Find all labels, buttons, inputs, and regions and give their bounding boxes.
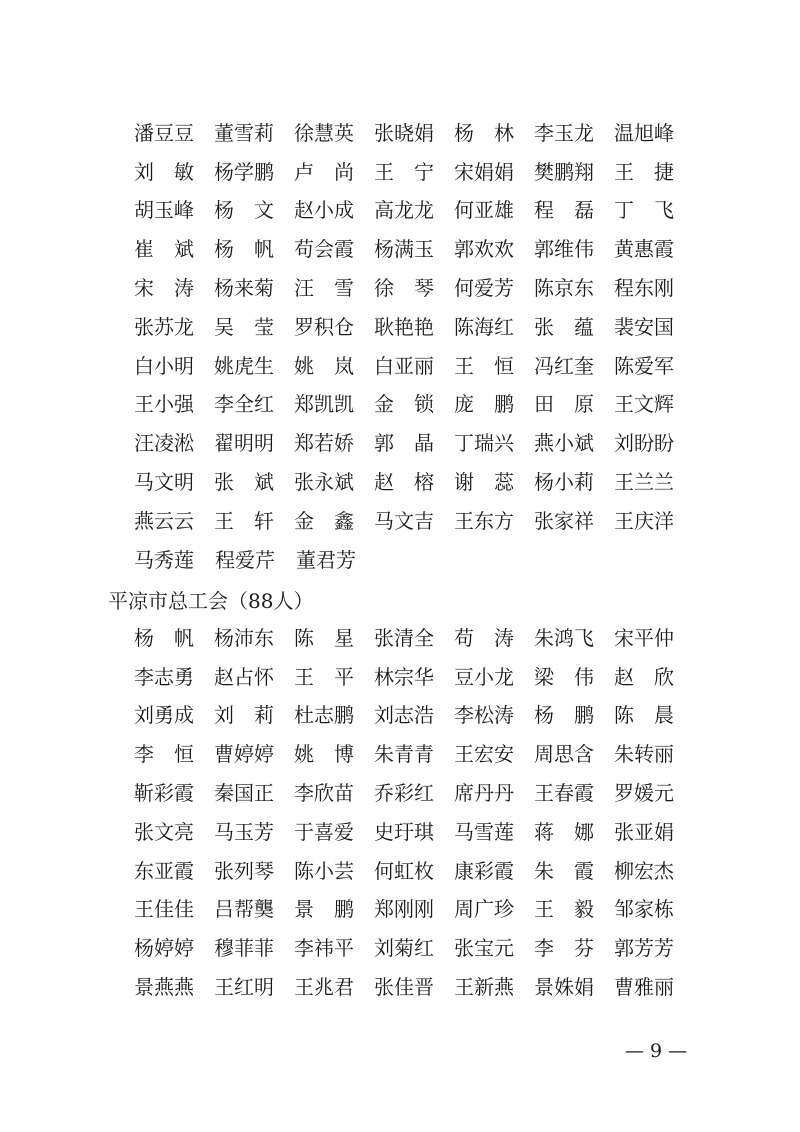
person-name: 刘 莉 xyxy=(214,703,274,728)
person-name: 董君芳 xyxy=(296,547,356,572)
person-name: 张 斌 xyxy=(214,470,274,495)
person-name: 王 宁 xyxy=(374,159,434,184)
name-row xyxy=(134,112,694,151)
person-name: 陈小芸 xyxy=(294,858,354,883)
person-name: 李 芬 xyxy=(534,936,594,961)
person-name: 苟 涛 xyxy=(454,625,514,650)
person-name: 杨 林 xyxy=(454,120,514,145)
person-name: 陈 晨 xyxy=(614,703,674,728)
person-name: 徐 琴 xyxy=(374,276,434,301)
name-row xyxy=(134,345,694,384)
person-name: 张 蕴 xyxy=(534,314,594,339)
person-name: 马雪莲 xyxy=(454,819,514,844)
person-name: 张文亮 xyxy=(134,819,194,844)
name-list-section-2 xyxy=(134,617,694,1005)
person-name: 王 捷 xyxy=(614,159,674,184)
person-name: 张亚娟 xyxy=(614,819,674,844)
person-name: 燕云云 xyxy=(134,508,194,533)
person-name: 景 鹏 xyxy=(294,897,354,922)
person-name: 林宗华 xyxy=(374,664,434,689)
person-name: 崔 斌 xyxy=(134,237,194,262)
person-name: 康彩霞 xyxy=(454,858,514,883)
person-name: 宋 涛 xyxy=(134,276,194,301)
person-name: 赵 榕 xyxy=(374,470,434,495)
person-name: 张列琴 xyxy=(214,858,274,883)
name-row xyxy=(134,539,694,578)
person-name: 杨 文 xyxy=(214,198,274,223)
name-row xyxy=(134,422,694,461)
person-name: 王文辉 xyxy=(614,392,674,417)
person-name: 李玉龙 xyxy=(534,120,594,145)
name-row xyxy=(134,306,694,345)
person-name: 朱转丽 xyxy=(614,742,674,767)
person-name: 何虹枚 xyxy=(374,858,434,883)
person-name: 王兆君 xyxy=(294,975,354,1000)
person-name: 程爱芹 xyxy=(215,547,275,572)
person-name: 姚 博 xyxy=(294,742,354,767)
person-name: 席丹丹 xyxy=(454,781,514,806)
person-name: 王东方 xyxy=(454,508,514,533)
name-row xyxy=(134,384,694,423)
person-name: 郑刚刚 xyxy=(374,897,434,922)
person-name: 李全红 xyxy=(214,392,274,417)
person-name: 潘豆豆 xyxy=(134,120,194,145)
person-name: 耿艳艳 xyxy=(374,314,434,339)
person-name: 王佳佳 xyxy=(134,897,194,922)
person-name: 豆小龙 xyxy=(454,664,514,689)
person-name: 杨沛东 xyxy=(214,625,274,650)
person-name: 姚虎生 xyxy=(214,353,274,378)
person-name: 罗积仓 xyxy=(294,314,354,339)
person-name: 张永斌 xyxy=(294,470,354,495)
person-name: 陈 星 xyxy=(294,625,354,650)
person-name: 马文吉 xyxy=(374,508,434,533)
name-row xyxy=(134,966,694,1005)
person-name: 宋平仲 xyxy=(614,625,674,650)
person-name: 乔彩红 xyxy=(374,781,434,806)
person-name: 曹雅丽 xyxy=(614,975,674,1000)
name-row xyxy=(134,656,694,695)
person-name: 王小强 xyxy=(134,392,194,417)
person-name: 宋娟娟 xyxy=(454,159,514,184)
person-name: 东亚霞 xyxy=(134,858,194,883)
person-name: 金 锁 xyxy=(374,392,434,417)
person-name: 朱 霞 xyxy=(534,858,594,883)
person-name: 杜志鹏 xyxy=(294,703,354,728)
person-name: 陈京东 xyxy=(534,276,594,301)
person-name: 杨 鹏 xyxy=(534,703,594,728)
person-name: 汪 雪 xyxy=(294,276,354,301)
person-name: 郭维伟 xyxy=(534,237,594,262)
person-name: 丁瑞兴 xyxy=(454,431,514,456)
person-name: 白亚丽 xyxy=(374,353,434,378)
person-name: 王庆洋 xyxy=(614,508,674,533)
person-name: 王 轩 xyxy=(214,508,274,533)
person-name: 卢 尚 xyxy=(294,159,354,184)
person-name: 梁 伟 xyxy=(534,664,594,689)
person-name: 柳宏杰 xyxy=(614,858,674,883)
person-name: 王 毅 xyxy=(534,897,594,922)
person-name: 苟会霞 xyxy=(294,237,354,262)
person-name: 郑凯凯 xyxy=(294,392,354,417)
name-list-section-1 xyxy=(134,112,694,578)
person-name: 姚 岚 xyxy=(294,353,354,378)
person-name: 燕小斌 xyxy=(534,431,594,456)
person-name: 马文明 xyxy=(134,470,194,495)
person-name: 庞 鹏 xyxy=(454,392,514,417)
person-name: 朱青青 xyxy=(374,742,434,767)
person-name: 白小明 xyxy=(134,353,194,378)
name-row xyxy=(134,461,694,500)
person-name: 张家祥 xyxy=(534,508,594,533)
person-name: 穆菲菲 xyxy=(214,936,274,961)
person-name: 王 恒 xyxy=(454,353,514,378)
person-name: 樊鹏翔 xyxy=(534,159,594,184)
person-name: 吕帮龑 xyxy=(214,897,274,922)
person-name: 李松涛 xyxy=(454,703,514,728)
name-row xyxy=(134,889,694,928)
person-name: 程 磊 xyxy=(534,198,594,223)
person-name: 杨婷婷 xyxy=(134,936,194,961)
person-name: 周广珍 xyxy=(454,897,514,922)
person-name: 程东刚 xyxy=(614,276,674,301)
person-name: 靳彩霞 xyxy=(134,781,194,806)
person-name: 曹婷婷 xyxy=(214,742,274,767)
person-name: 王 平 xyxy=(294,664,354,689)
name-row xyxy=(134,617,694,656)
person-name: 王红明 xyxy=(214,975,274,1000)
person-name: 金 鑫 xyxy=(294,508,354,533)
person-name: 李祎平 xyxy=(294,936,354,961)
name-row xyxy=(134,190,694,229)
person-name: 王兰兰 xyxy=(614,470,674,495)
person-name: 谢 蕊 xyxy=(454,470,514,495)
person-name: 张宝元 xyxy=(454,936,514,961)
person-name: 刘志浩 xyxy=(374,703,434,728)
person-name: 张苏龙 xyxy=(134,314,194,339)
person-name: 赵占怀 xyxy=(214,664,274,689)
person-name: 史玗琪 xyxy=(374,819,434,844)
name-row xyxy=(134,927,694,966)
person-name: 罗媛元 xyxy=(614,781,674,806)
person-name: 张晓娟 xyxy=(374,120,434,145)
person-name: 吴 莹 xyxy=(214,314,274,339)
person-name: 马秀莲 xyxy=(134,547,194,572)
person-name: 马玉芳 xyxy=(214,819,274,844)
name-row xyxy=(134,228,694,267)
name-row xyxy=(134,267,694,306)
person-name: 刘 敏 xyxy=(134,159,194,184)
name-row xyxy=(134,772,694,811)
name-row xyxy=(134,850,694,889)
name-row xyxy=(134,695,694,734)
person-name: 周思含 xyxy=(534,742,594,767)
person-name: 刘盼盼 xyxy=(614,431,674,456)
person-name: 李欣苗 xyxy=(294,781,354,806)
person-name: 杨学鹏 xyxy=(214,159,274,184)
person-name: 徐慧英 xyxy=(294,120,354,145)
person-name: 杨满玉 xyxy=(374,237,434,262)
person-name: 温旭峰 xyxy=(614,120,674,145)
person-name: 邹家栋 xyxy=(614,897,674,922)
section-heading: 平凉市总工会（88人） xyxy=(108,589,314,613)
person-name: 裴安国 xyxy=(614,314,674,339)
name-row xyxy=(134,151,694,190)
person-name: 赵 欣 xyxy=(614,664,674,689)
person-name: 景姝娟 xyxy=(534,975,594,1000)
person-name: 陈爱军 xyxy=(614,353,674,378)
person-name: 田 原 xyxy=(534,392,594,417)
person-name: 翟明明 xyxy=(214,431,274,456)
person-name: 丁 飞 xyxy=(614,198,674,223)
person-name: 董雪莉 xyxy=(214,120,274,145)
person-name: 王宏安 xyxy=(454,742,514,767)
person-name: 杨 帆 xyxy=(134,625,194,650)
person-name: 胡玉峰 xyxy=(134,198,194,223)
person-name: 王新燕 xyxy=(454,975,514,1000)
person-name: 高龙龙 xyxy=(374,198,434,223)
person-name: 杨小莉 xyxy=(534,470,594,495)
person-name: 景燕燕 xyxy=(134,975,194,1000)
person-name: 杨来菊 xyxy=(214,276,274,301)
person-name: 朱鸿飞 xyxy=(534,625,594,650)
page-number: — 9 — xyxy=(625,1040,688,1062)
person-name: 冯红奎 xyxy=(534,353,594,378)
person-name: 郭欢欢 xyxy=(454,237,514,262)
person-name: 黄惠霞 xyxy=(614,237,674,262)
person-name: 何亚雄 xyxy=(454,198,514,223)
name-row xyxy=(134,500,694,539)
person-name: 陈海红 xyxy=(454,314,514,339)
person-name: 刘菊红 xyxy=(374,936,434,961)
person-name: 王春霞 xyxy=(534,781,594,806)
name-row xyxy=(134,811,694,850)
person-name: 刘勇成 xyxy=(134,703,194,728)
person-name: 李 恒 xyxy=(134,742,194,767)
person-name: 于喜爱 xyxy=(294,819,354,844)
person-name: 郑若娇 xyxy=(294,431,354,456)
person-name: 郭 晶 xyxy=(374,431,434,456)
person-name: 汪凌淞 xyxy=(134,431,194,456)
name-row xyxy=(134,733,694,772)
person-name: 杨 帆 xyxy=(214,237,274,262)
person-name: 郭芳芳 xyxy=(614,936,674,961)
person-name: 张清全 xyxy=(374,625,434,650)
person-name: 蒋 娜 xyxy=(534,819,594,844)
person-name: 李志勇 xyxy=(134,664,194,689)
person-name: 张佳晋 xyxy=(374,975,434,1000)
person-name: 秦国正 xyxy=(214,781,274,806)
person-name: 赵小成 xyxy=(294,198,354,223)
person-name: 何爱芳 xyxy=(454,276,514,301)
